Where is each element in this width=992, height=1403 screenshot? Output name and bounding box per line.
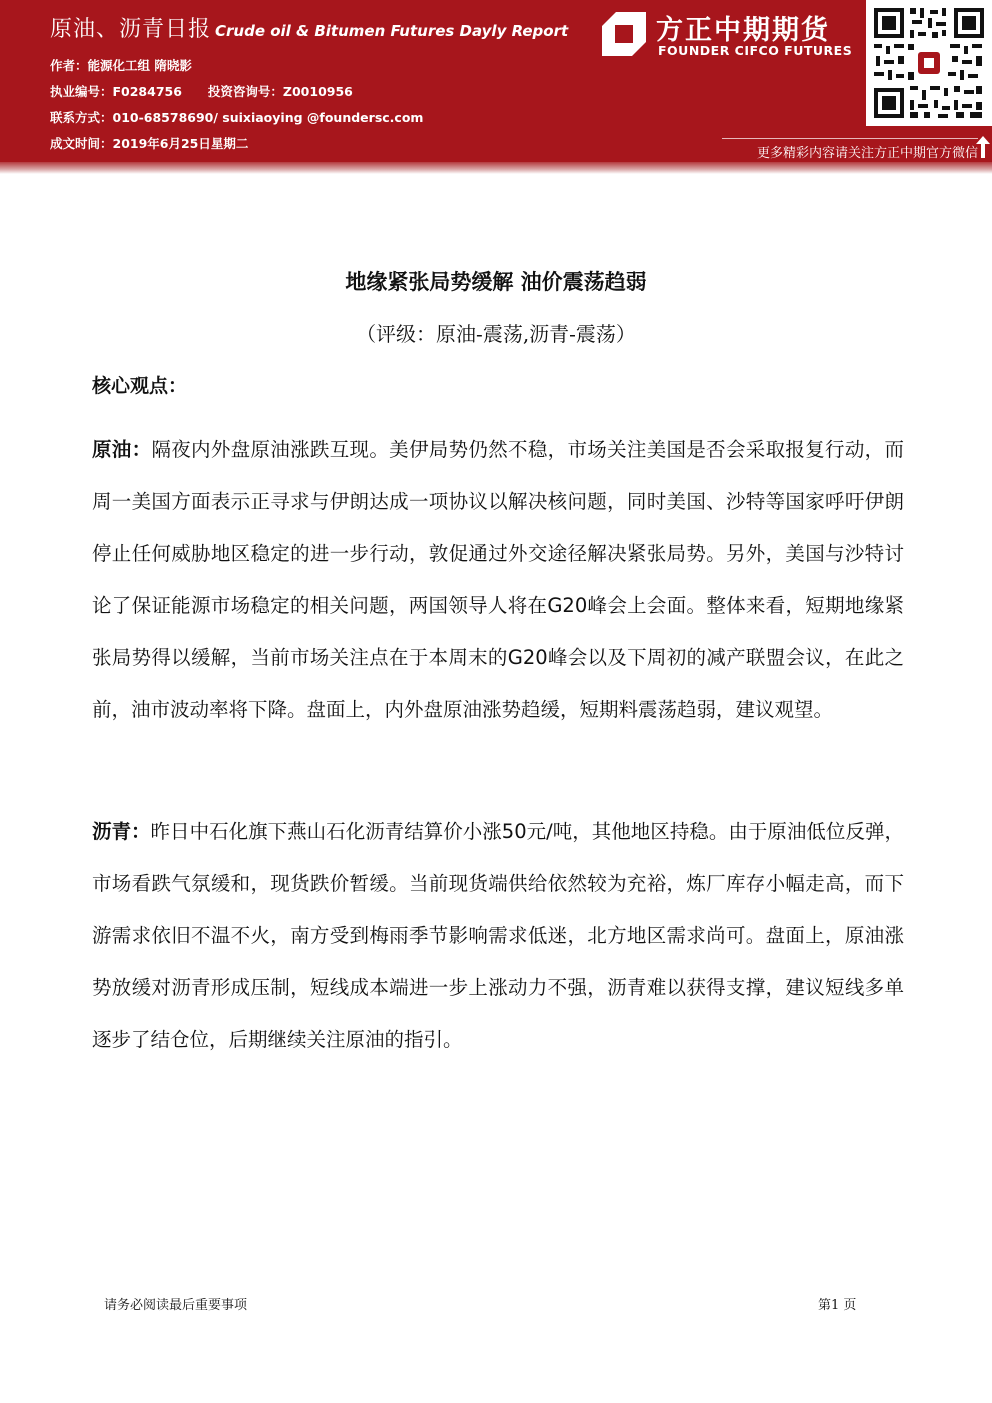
follow-wechat-text: 更多精彩内容请关注方正中期官方微信 [756,146,978,161]
qr-code-icon [866,0,992,126]
document-title: 地缘紧张局势缓解 油价震荡趋弱 [345,270,647,294]
bitumen-text: 昨日中石化旗下燕山石化沥青结算价小涨50元/吨，其他地区持稳。由于原油低位反弹，市场看跌气氛缓和，现货跌价暂缓。当前现货端供给依然较为充裕，炼厂库存小幅走高，而下游需求依旧不温不火，南方受到梅雨季节影响需求低迷，北方地区需求尚可。盘面上，原油涨势放缓对沥青形成压制，短线成本端进一步上涨动力不强，沥青难以获得支撑，建议短线多单逐步了结仓位，后期继续关注原油的指引。 [92,820,904,1051]
logo-text-en: FOUNDER CIFCO FUTURES [658,43,853,58]
crude-oil-label: 原油： [92,438,152,461]
report-title-en: Crude oil & Bitumen Futures Dayly Report [215,22,569,40]
follow-divider [722,138,978,139]
logo-mark-icon [602,12,646,56]
company-logo [602,8,864,60]
report-title-cn: 原油、沥青日报 [50,17,212,42]
rating-line: （评级：原油-震荡,沥青-震荡） [356,322,636,346]
crude-oil-paragraph [92,424,904,736]
license-number: 执业编号：F0284756 [50,84,182,99]
bitumen-label: 沥青： [92,820,151,843]
contact-line: 联系方式：010-68578690/ suixiaoying @foundersc.com [50,110,424,125]
logo-text-cn: 方正中期期货 [656,15,830,46]
footer-disclaimer: 请务必阅读最后重要事项 [104,1298,248,1313]
date-line: 成文时间：2019年6月25日星期二 [50,136,249,151]
core-heading: 核心观点： [92,375,188,397]
report-header [0,0,992,162]
wechat-qr-code [866,0,992,126]
arrow-up-icon [976,136,990,158]
consult-number: 投资咨询号：Z0010956 [207,84,353,99]
page-number: 第1 页 [818,1298,857,1313]
header-gradient-band [0,162,992,174]
license-line [50,82,353,100]
author-line: 作者：能源化工组 隋晓影 [50,58,192,73]
bitumen-paragraph [92,806,904,1066]
crude-oil-text: 隔夜内外盘原油涨跌互现。美伊局势仍然不稳，市场关注美国是否会采取报复行动，而周一美国方面表示正寻求与伊朗达成一项协议以解决核问题，同时美国、沙特等国家呼吁伊朗停止任何威胁地区稳定的进一步行动，敦促通过外交途径解决紧张局势。另外，美国与沙特讨论了保证能源市场稳定的相关问题，两国领导人将在G20峰会上会面。整体来看，短期地缘紧张局势得以缓解，当前市场关注点在于本周末的G20峰会以及下周初的减产联盟会议，在此之前，油市波动率将下降。盘面上，内外盘原油涨势趋缓，短期料震荡趋弱，建议观望。 [92,438,904,721]
report-title [50,12,568,43]
